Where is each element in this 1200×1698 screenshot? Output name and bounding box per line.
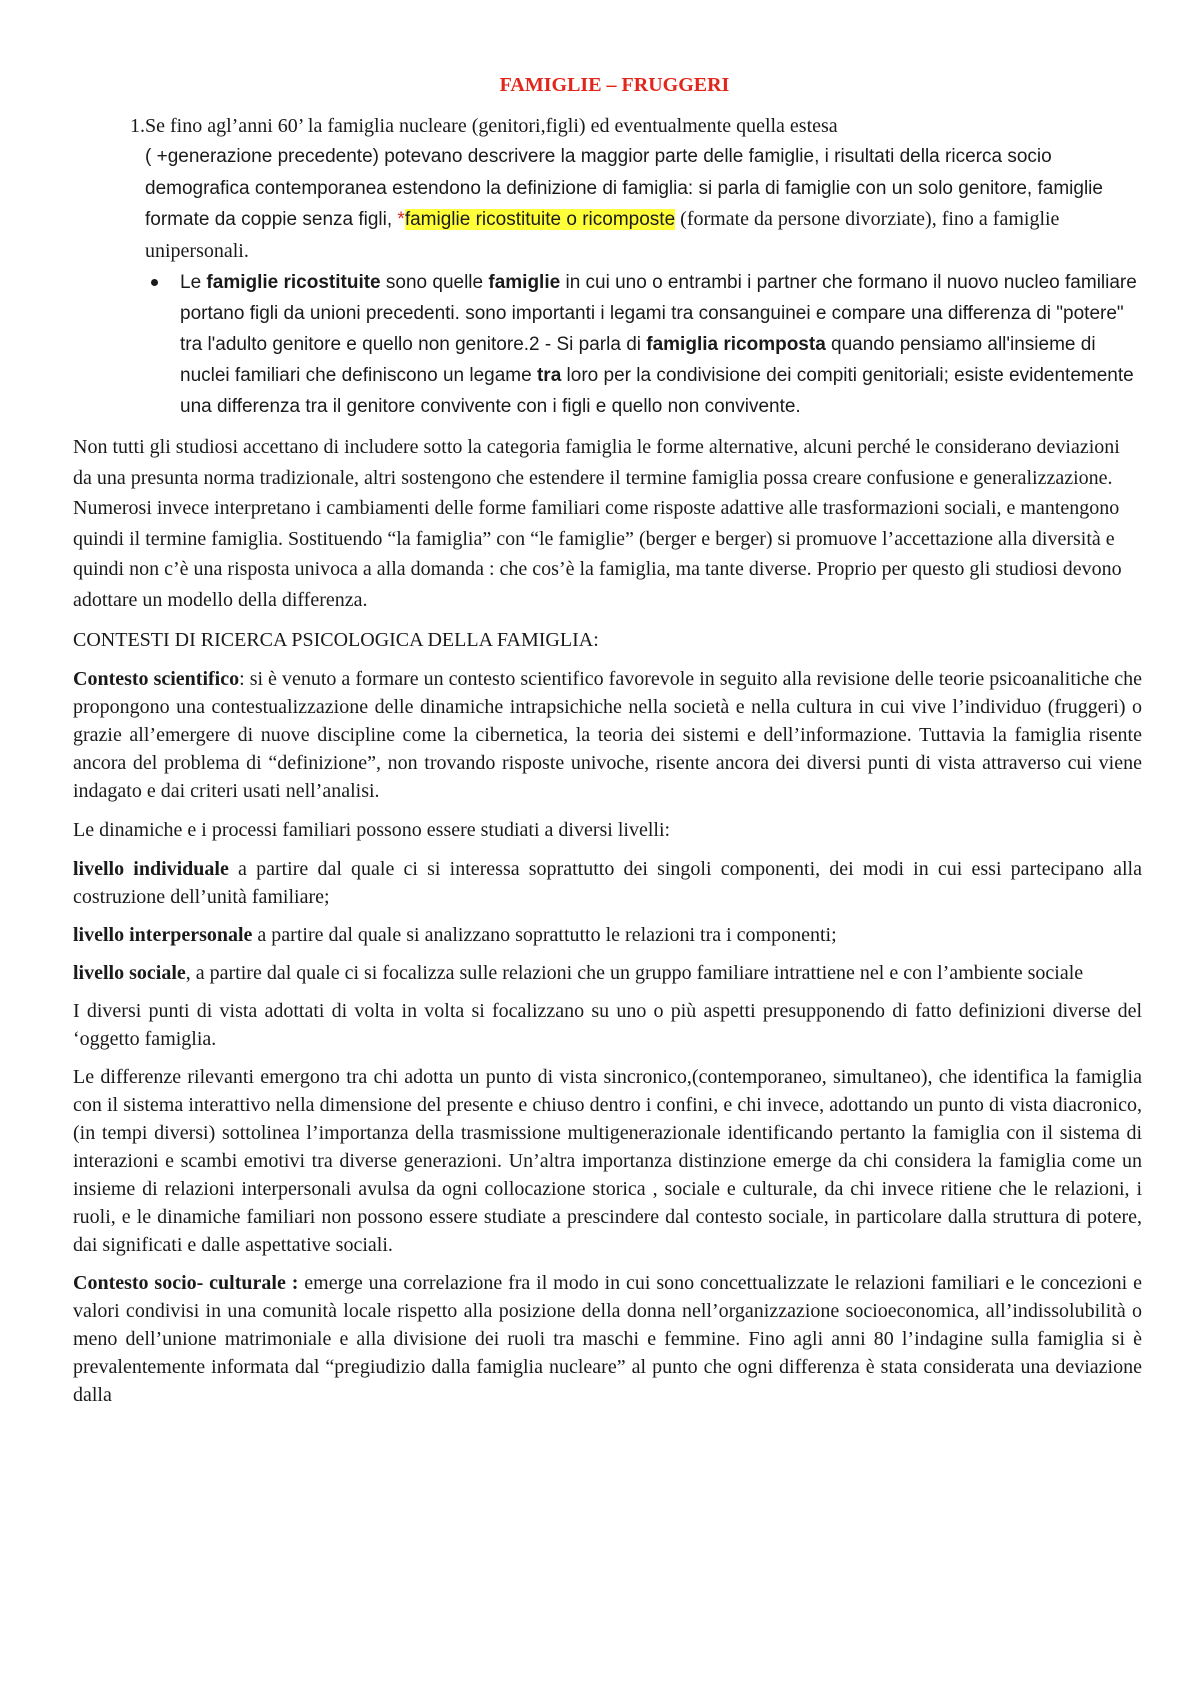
asterisk-mark: * (397, 209, 405, 230)
heading-contesti: CONTESTI DI RICERCA PSICOLOGICA DELLA FAMIGLIA: (73, 629, 599, 651)
bullet-b4: tra (536, 365, 562, 386)
paragraph-diversi-punti: I diversi punti di vista adottati di volta in volta si focalizzano su uno o più aspetti presupponendo di fatto definizioni diverse del ‘oggetto famiglia. (73, 1000, 1142, 1050)
item-text-a: Se fino agl’anni 60’ la famiglia nucleare (genitori,figli) ed eventualmente quella estesa (145, 114, 838, 137)
label-livello-interpersonale: livello interpersonale (73, 924, 253, 946)
bullet-list (145, 267, 1142, 422)
bullet-icon (151, 279, 158, 286)
bullet-b1: famiglie ricostituite (206, 272, 381, 293)
paragraph-livello-sociale (73, 959, 1142, 987)
label-contesto-socio-culturale: Contesto socio- culturale : (73, 1272, 299, 1294)
numbered-list (73, 111, 1142, 423)
text-contesto-socio-culturale: emerge una correlazione fra il modo in cui sono concettualizzate le relazioni familiari e le concezioni e valori condivisi in una comunità locale rispetto alla posizione della donna nell’organizzazione socioeconomica, all’indissolubilità o meno dell’unione matrimoniale e alla divisione dei ruoli tra maschi e femmine. Fino agli anni 80 l’indagine sulla famiglia si è prevalentemente informata dal “pregiudizio dalla famiglia nucleare” al punto che ogni differenza è stata considerata una deviazione dalla (73, 1272, 1142, 1406)
label-livello-individuale: livello individuale (73, 858, 229, 880)
label-contesto-scientifico: Contesto scientifico (73, 668, 240, 690)
paragraph-livello-individuale (73, 855, 1142, 911)
paragraph-dinamiche: Le dinamiche e i processi familiari possono essere studiati a diversi livelli: (73, 819, 671, 841)
bullet-t5: loro per la condivisione dei compiti genitoriali; esiste evidentemente una differenza tra il genitore convivente con i figli e quello non convivente. (180, 365, 1134, 417)
bullet-t4: quando pensiamo all'insieme di nuclei familiari che definiscono un legame (180, 334, 1096, 386)
bullet-t2: sono quelle (380, 272, 489, 293)
text-contesto-scientifico: : si è venuto a formare un contesto scientifico favorevole in seguito alla revisione delle teorie psicoanalitiche che propongono una contestualizzazione delle dinamiche intrapsichiche nella società e nella cultura in cui vive l’individuo (fruggeri) o grazie all’emergere di nuove discipline come la cibernetica, la teoria dei sistemi e dell’informazione. Tuttavia la famiglia risente ancora del problema di “definizione”, non trovando risposte univoche, risente ancora dei diversi punti di vista attraverso cui viene indagato e dai criteri usati nell’analisi. (73, 668, 1142, 802)
highlighted-text: famiglie ricostituite o ricomposte (404, 209, 676, 230)
text-livello-sociale: , a partire dal quale ci si focalizza sulle relazioni che un gruppo familiare intrattiene nel e con l’ambiente sociale (185, 962, 1084, 984)
text-livello-interpersonale: a partire dal quale si analizzano soprattutto le relazioni tra i componenti; (252, 924, 837, 946)
item-text-b: ( +generazione precedente) potevano descrivere la maggior parte delle famiglie, i risultati della ricerca socio demografica contemporanea estendono la definizione di famiglia: si parla di famiglie con un solo genitore, famiglie formate da coppie senza figli, (145, 146, 1103, 230)
bullet-b3: famiglia ricomposta (646, 334, 826, 355)
bullet-text (180, 272, 1137, 417)
paragraph-contesto-socio-culturale (73, 1269, 1142, 1409)
list-item (73, 111, 1142, 423)
document-title: FAMIGLIE – FRUGGERI (499, 74, 730, 96)
paragraph-differenze: Le differenze rilevanti emergono tra chi adotta un punto di vista sincronico,(contemporaneo, simultaneo), che identifica la famiglia con il sistema interattivo nella dimensione del presente e chiuso dentro i confini, e chi invece, adottando un punto di vista diacronico, (in tempi diversi) sottolinea l’importanza della trasmissione multigenerazionale identificando pertanto la famiglia con il sistema di interazioni e scambi emotivi tra diverse generazioni. Un’altra importanza distinzione emerge da chi considera la famiglia come un insieme di relazioni interpersonali avulsa da ogni collocazione storica , sociale e culturale, da chi invece ritiene che le relazioni, i ruoli, e le dinamiche familiari non possono essere studiate a prescindere dal contesto sociale, in particolare dalla struttura di potere, dai significati e dalle aspettative sociali. (73, 1066, 1142, 1256)
bullet-t1: Le (180, 272, 207, 293)
paragraph-contesto-scientifico (73, 665, 1142, 805)
paragraph-non-tutti: Non tutti gli studiosi accettano di includere sotto la categoria famiglia le forme alternative, alcuni perché le considerano deviazioni da una presunta norma tradizionale, altri sostengono che estendere il termine famiglia possa creare confusione e generalizzazione. Numerosi invece interpretano i cambiamenti delle forme familiari come risposte adattive alle trasformazioni sociali, e mantengono quindi il termine famiglia. Sostituendo “la famiglia” con “le famiglie” (berger e berger) si promuove l’accettazione alla diversità e quindi non c’è una risposta univoca a alla domanda : che cos’è la famiglia, ma tante diverse. Proprio per questo gli studiosi devono adottare un modello della differenza. (73, 436, 1122, 611)
label-livello-sociale: livello sociale (73, 962, 186, 984)
bullet-b2: famiglie (488, 272, 561, 293)
text-livello-individuale: a partire dal quale ci si interessa soprattutto dei singoli componenti, dei modi in cui essi partecipano alla costruzione dell’unità familiare; (73, 858, 1142, 908)
paragraph-livello-interpersonale (73, 921, 1142, 949)
bullet-item (145, 267, 1142, 422)
list-number: 1. (130, 114, 145, 137)
item-text-c: (formate da persone divorziate), fino a famiglie unipersonali. (145, 208, 1060, 262)
bullet-t3: in cui uno o entrambi i partner che formano il nuovo nucleo familiare portano figli da unioni precedenti. sono importanti i legami tra consanguinei e compare una differenza di "potere" tra l'adulto genitore e quello non genitore.2 - Si parla di (180, 272, 1137, 355)
